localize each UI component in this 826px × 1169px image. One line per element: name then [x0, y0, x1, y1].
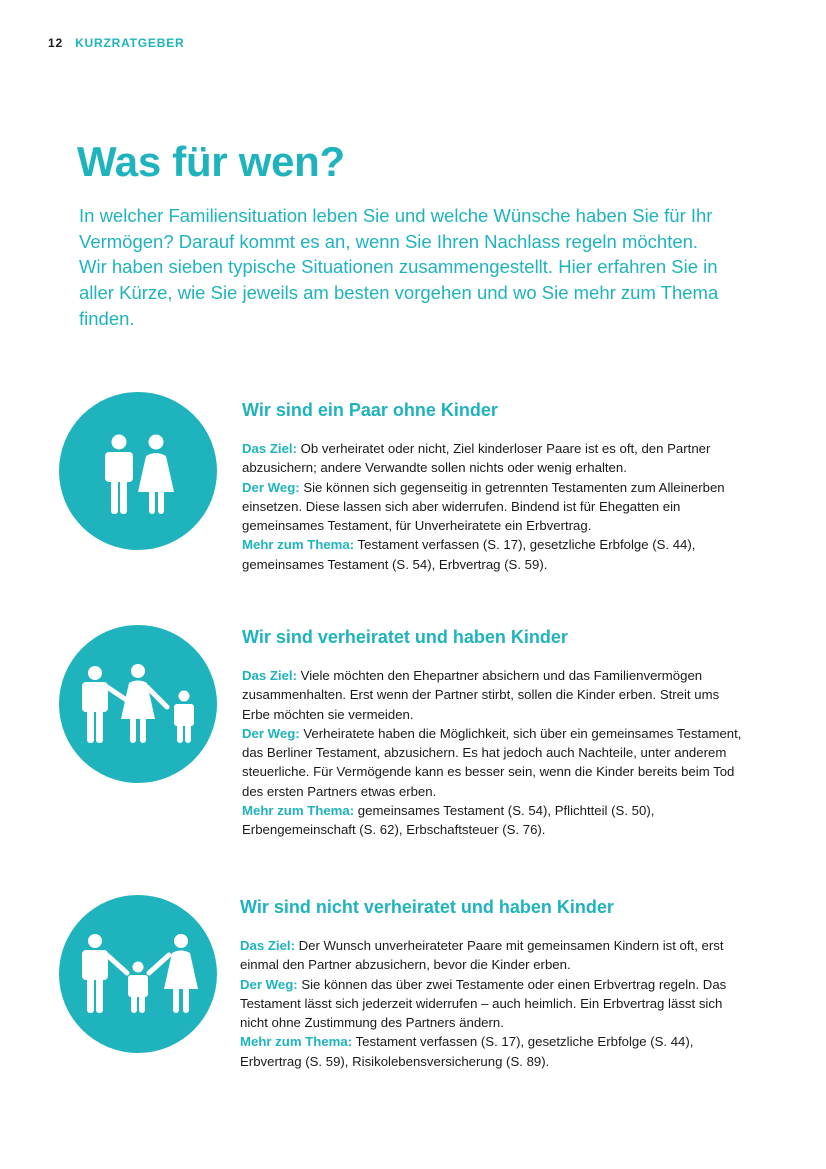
unmarried-family-icon [59, 895, 217, 1053]
section-title: Wir sind verheiratet und haben Kinder [242, 627, 568, 647]
ziel-label: Das Ziel: [240, 938, 295, 953]
mehr-label: Mehr zum Thema: [242, 803, 355, 819]
page-title: Was für wen? [77, 138, 345, 185]
mehr-label: Mehr zum Thema: [240, 1034, 353, 1050]
ziel-text: Viele möchten den Ehepartner absichern und das Familienvermögen zusammenhalten. Erst wenn der Partner stirbt, sollen die Kinder erben. Streit ums Erbe möchten sie vermeiden. [242, 668, 720, 722]
section-text [242, 400, 742, 574]
mehr-text: Testament verfassen (S. 17), gesetzliche Erbfolge (S. 44), Erbvertrag (S. 59), Risikolebensversicherung (S. 89). [240, 1034, 694, 1069]
couple-icon [59, 392, 217, 550]
section-body [242, 439, 742, 574]
page-header [48, 36, 184, 50]
section-text [242, 627, 742, 840]
ziel-label: Das Ziel: [242, 441, 297, 456]
section-label: KURZRATGEBER [75, 36, 185, 50]
intro-text: In welcher Familiensituation leben Sie und welche Wünsche haben Sie für Ihr Vermögen? Darauf kommt es an, wenn Sie Ihren Nachlass regeln möchten. Wir haben sieben typische Situationen zusammengestellt. Hier erfahren Sie in aller Kürze, wie Sie jeweils am besten vorgehen und wo Sie mehr zum Thema finden. [79, 205, 719, 329]
ziel-label: Das Ziel: [242, 668, 297, 683]
section-title: Wir sind nicht verheiratet und haben Kinder [240, 897, 614, 917]
mehr-label: Mehr zum Thema: [242, 537, 355, 553]
mehr-text: Testament verfassen (S. 17), gesetzliche Erbfolge (S. 44), gemeinsames Testament (S. 54), Erbvertrag (S. 59). [242, 537, 696, 572]
ziel-text: Ob verheiratet oder nicht, Ziel kinderloser Paare ist es oft, den Partner abzusichern; andere Verwandte sollen nichts oder wenig erhalten. [242, 441, 711, 476]
weg-label: Der Weg: [240, 976, 298, 992]
section-body [240, 936, 740, 1071]
weg-label: Der Weg: [242, 725, 300, 741]
weg-text: Sie können sich gegenseitig in getrennten Testamenten zum Alleinerben einsetzen. Diese lassen sich aber widerrufen. Bindend ist für Ehegatten ein gemeinsames Testament, für Unverheiratete ein Erbvertrag. [242, 479, 725, 534]
mehr-text: gemeinsames Testament (S. 54), Pflichtteil (S. 50), Erbengemeinschaft (S. 62), Erbschaftsteuer (S. 76). [242, 803, 655, 838]
section-text [240, 897, 740, 1071]
weg-label: Der Weg: [242, 479, 300, 495]
married-family-icon [59, 625, 217, 783]
ziel-text: Der Wunsch unverheirateter Paare mit gemeinsamen Kindern ist oft, erst einmal den Partner abzusichern, bevor die Kinder erben. [240, 938, 724, 973]
weg-text: Verheiratete haben die Möglichkeit, sich über ein gemeinsames Testament, das Berliner Testament, abzusichern. Es hat jedoch auch Nachteile, unter anderem steuerliche. Für Vermögende kann es besser sein, wenn die Kinder bereits beim Tod des ersten Partners etwas erben. [242, 725, 742, 799]
page-number: 12 [48, 36, 63, 50]
section-body [242, 666, 742, 840]
weg-text: Sie können das über zwei Testamente oder einen Erbvertrag regeln. Das Testament lässt sich jederzeit widerrufen – auch heimlich. Ein Erbvertrag lässt sich nicht ohne Zustimmung des Partners ändern. [240, 976, 727, 1031]
section-title: Wir sind ein Paar ohne Kinder [242, 400, 498, 420]
